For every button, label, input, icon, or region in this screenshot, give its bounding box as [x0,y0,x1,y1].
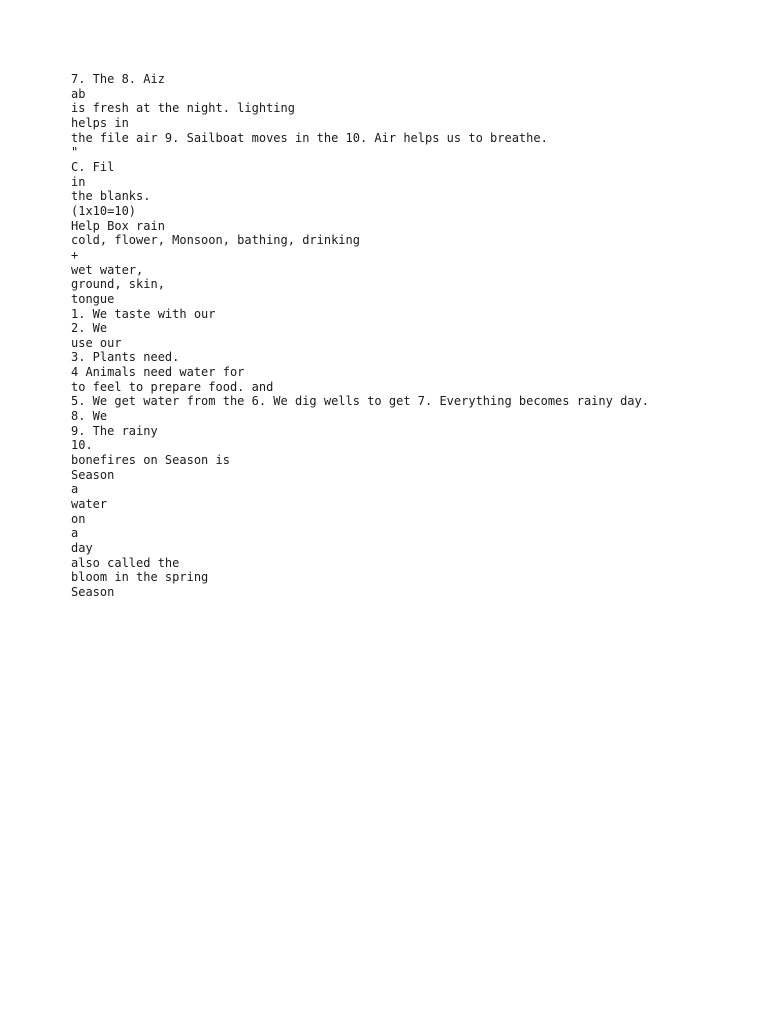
text-line: also called the [71,555,180,570]
text-line: the file air 9. Sailboat moves in the 10. Air helps us to breathe. [71,130,548,145]
question-line: 5. We get water from the 6. We dig wells to get 7. Everything becomes rainy day. [71,394,649,409]
text-line: to feel to prepare food. and [71,379,274,394]
question-line: 9. The rainy [71,423,158,438]
marks-label: (1x10=10) [71,203,137,218]
text-line: 7. The 8. Aiz [71,72,165,86]
section-heading: C. Fil [71,159,115,174]
text-line: + [71,247,79,262]
help-box-label: Help Box rain [71,218,165,233]
text-line: day [71,541,93,555]
question-line: 4 Animals need water for [71,365,245,380]
document-page [71,72,751,600]
question-line: 1. We taste with our [71,306,216,321]
question-line: 2. We [71,321,108,336]
text-line: Season [71,467,115,482]
text-line: a [71,526,79,541]
text-line: bonefires on Season is [71,453,230,468]
text-line: Season [71,584,115,599]
question-line: 10. [71,438,93,453]
help-box-words: wet water, [71,262,144,277]
help-box-words: ground, skin, [71,277,165,292]
text-line: in [71,174,86,189]
text-line: helps in [71,115,129,130]
text-line: water [71,497,108,512]
text-line: ab [71,86,86,101]
text-line: " [71,145,79,160]
text-line: use our [71,335,122,350]
text-line: the blanks. [71,189,151,204]
question-line: 8. We [71,409,108,424]
text-line: a [71,482,79,497]
text-line: bloom in the spring [71,570,209,585]
help-box-words: cold, flower, Monsoon, bathing, drinking [71,233,360,248]
help-box-words: tongue [71,291,115,306]
text-line: on [71,511,86,526]
question-line: 3. Plants need. [71,350,180,365]
text-line: is fresh at the night. lighting [71,101,295,116]
